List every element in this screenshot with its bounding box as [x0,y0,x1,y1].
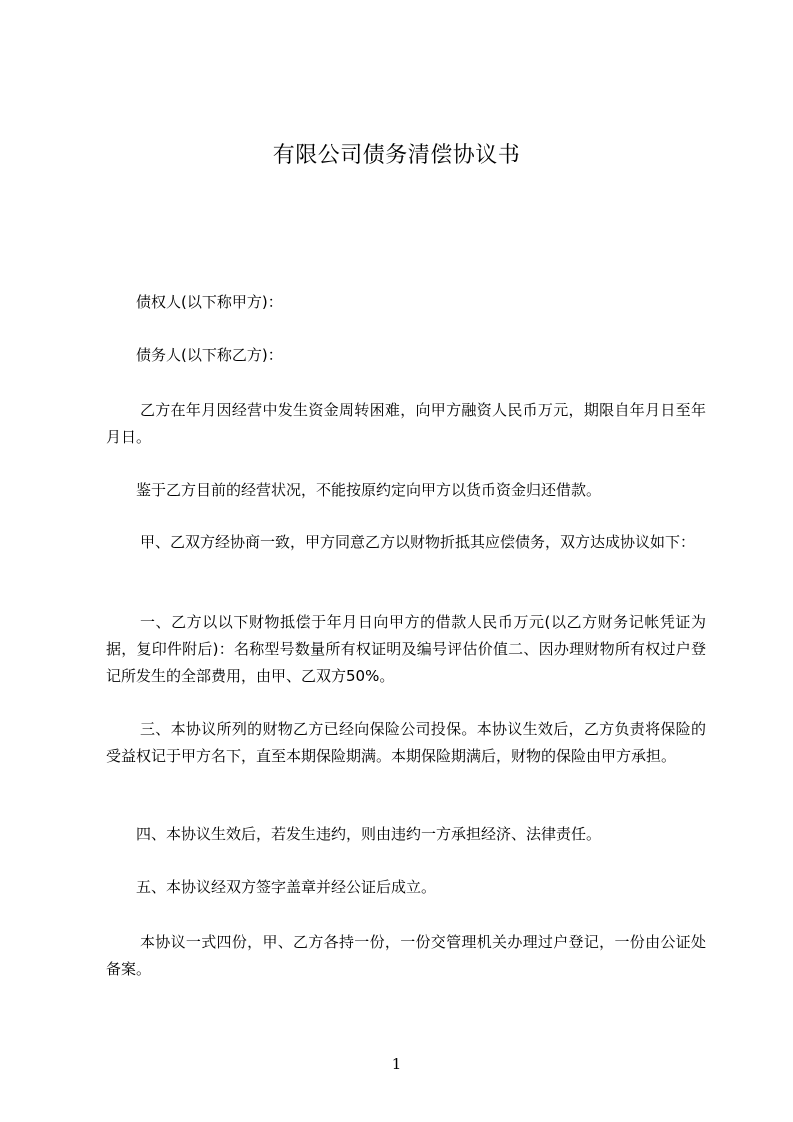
clause-five: 五、本协议经双方签字盖章并经公证后成立。 [136,878,437,896]
page-number: 1 [391,1055,402,1073]
paragraph-financing: 乙方在年月因经营中发生资金周转困难，向甲方融资人民币万元，期限自年月日至年月日。 [106,401,706,446]
copies-clause: 本协议一式四份，甲、乙方各持一份，一份交管理机关办理过户登记，一份由公证处备案。 [106,933,706,978]
creditor-line: 债权人(以下称甲方)： [136,293,283,311]
paragraph-situation: 鉴于乙方目前的经营状况，不能按原约定向甲方以货币资金归还借款。 [136,481,602,499]
clause-one-two: 一、乙方以以下财物抵偿于年月日向甲方的借款人民币万元(以乙方财务记帐凭证为据，复印件附后)：名称型号数量所有权证明及编号评估价值二、因办理财物所有权过户登记所发生的全部费用，由甲、乙双方50%。 [106,613,706,685]
paragraph-agreement: 甲、乙双方经协商一致，甲方同意乙方以财物折抵其应偿债务，双方达成协议如下： [140,533,696,551]
clause-three: 三、本协议所列的财物乙方已经向保险公司投保。本协议生效后，乙方负责将保险的受益权记于甲方名下，直至本期保险期满。本期保险期满后，财物的保险由甲方承担。 [106,720,706,765]
document-title: 有限公司债务清偿协议书 [272,143,521,168]
clause-four: 四、本协议生效后，若发生违约，则由违约一方承担经济、法律责任。 [136,825,602,843]
debtor-line: 债务人(以下称乙方)： [136,346,283,364]
